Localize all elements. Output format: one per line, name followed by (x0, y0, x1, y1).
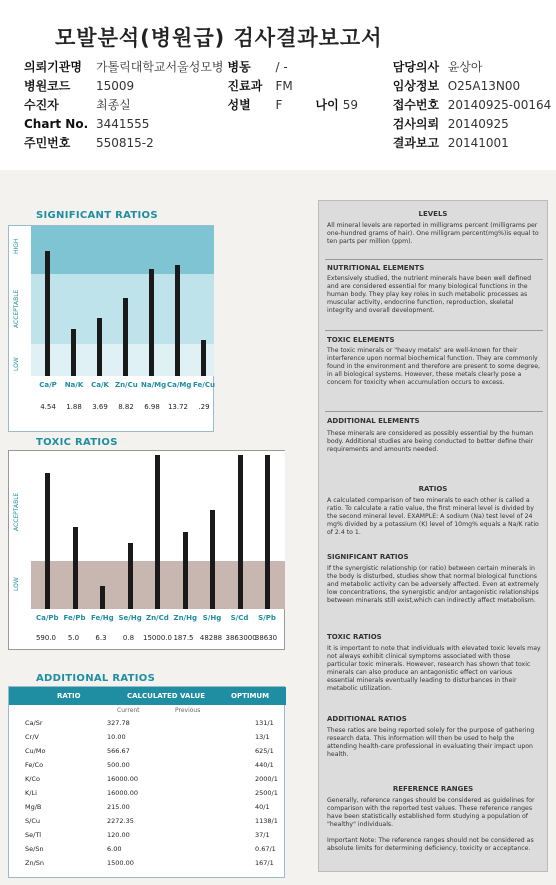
chart-bar (238, 455, 243, 609)
info-label: 병동 (227, 60, 251, 74)
ratio-cell: Se/Tl (25, 831, 42, 839)
x-tick-label: Fe/Pb (63, 614, 86, 622)
zone-label-acceptable: ACCEPTABLE (13, 289, 20, 328)
reference-heading: REFERENCE RANGES (392, 785, 474, 793)
current-value-cell: 566.67 (107, 747, 130, 755)
info-value: 550815-2 (96, 135, 154, 150)
chart-bar (149, 269, 154, 376)
additional-heading: ADDITIONAL ELEMENTS (327, 417, 420, 425)
ratio-cell: Ca/Sr (25, 719, 43, 727)
chart-bar (71, 329, 76, 376)
info-label: 진료과 (227, 79, 263, 93)
chart-bar (201, 340, 206, 376)
table-row (9, 761, 286, 772)
optimum-cell: 13/1 (255, 733, 270, 741)
info-label: 수진자 (24, 98, 59, 112)
table-row (9, 803, 286, 814)
divider (325, 259, 543, 260)
chart-bar (45, 251, 50, 376)
report-title: 모발분석(병원급) 검사결과보고서 (55, 26, 383, 50)
additional-ratios-title: ADDITIONAL RATIOS (36, 673, 156, 684)
data-label: 48288 (199, 634, 223, 642)
ratio-cell: Cr/V (25, 733, 39, 741)
zone-label-low: LOW (13, 577, 20, 591)
subcol-previous: Previous (175, 707, 201, 714)
x-tick-label: Zn/Cd (146, 614, 169, 622)
optimum-cell: 625/1 (255, 747, 274, 755)
chart-bar (100, 586, 105, 609)
data-label: 6.3 (95, 634, 107, 642)
optimum-cell: 0.67/1 (255, 845, 276, 853)
chart-bar (175, 265, 180, 376)
table-row (9, 747, 286, 758)
optimum-cell: 2500/1 (255, 789, 278, 797)
ratios-heading: RATIOS (418, 485, 448, 493)
age-label: 나이 (315, 98, 339, 112)
info-label: 병원코드 (24, 79, 71, 93)
optimum-cell: 167/1 (255, 859, 274, 867)
ratio-cell: Se/Sn (25, 845, 44, 853)
significant-heading: SIGNIFICANT RATIOS (327, 553, 409, 561)
x-tick-label: Zn/Cu (115, 381, 138, 389)
table-row (9, 789, 286, 800)
data-label: 13.72 (167, 403, 189, 411)
data-label: 38630 (254, 634, 278, 642)
data-label: 4.54 (40, 403, 56, 411)
ratio-cell: Zn/Sn (25, 859, 45, 867)
data-label: 187.5 (173, 634, 194, 642)
table-row (9, 831, 286, 842)
nutritional-heading: NUTRITIONAL ELEMENTS (327, 264, 425, 272)
chart-bar (45, 473, 50, 609)
ratio-cell: Fe/Co (25, 761, 44, 769)
info-label: 성별 (227, 98, 251, 112)
optimum-cell: 37/1 (255, 831, 270, 839)
ratio-cell: K/Co (25, 775, 40, 783)
patient-info-table (22, 57, 553, 152)
additional-ratios-heading: ADDITIONAL RATIOS (327, 715, 407, 723)
current-value-cell: 120.00 (107, 831, 130, 839)
current-value-cell: 6.00 (107, 845, 122, 853)
ratio-cell: Mg/B (25, 803, 42, 811)
x-tick-label: S/Hg (202, 614, 222, 622)
col-ratio: RATIO (57, 692, 81, 700)
chart-bar (128, 543, 133, 609)
x-tick-label: Fe/Hg (91, 614, 114, 622)
info-value: 15009 (96, 78, 135, 93)
additional-ratios-table (8, 686, 285, 878)
info-value: / - (275, 59, 288, 74)
toxic-text: The toxic minerals or "heavy metals" are well-known for their interference upon normal biochemical function. They are commonly found in the environment and therefore are present to some degree, in all biological systems. However, these metals clearly pose a concern for toxicity when accumulation occurs to excess. (327, 347, 541, 386)
optimum-cell: 440/1 (255, 761, 274, 769)
ratio-cell: K/Li (25, 789, 37, 797)
info-label: 접수번호 (392, 98, 440, 112)
table-row (9, 817, 286, 828)
info-value: 가톨릭대학교서울성모병 (96, 60, 224, 74)
table-row (9, 719, 286, 730)
x-tick-label: S/Pb (258, 614, 276, 622)
data-label: 3.69 (92, 403, 108, 411)
toxic-heading: TOXIC ELEMENTS (327, 336, 395, 344)
chart-bar (73, 527, 78, 609)
significant-text: If the synergistic relationship (or ratio) between certain minerals in the body is disturbed, studies show that normal biological functions and metabolic activity can be adversely affected. Even at extremely low concentrations, the synergistic and/or antagonistic relationships between minerals still exist,which can indirectly affect metabolism. (327, 565, 539, 604)
info-value: 20140925-00164 (447, 97, 552, 112)
x-tick-label: Ca/K (91, 381, 109, 389)
levels-heading: LEVELS (418, 210, 448, 218)
ratio-cell: S/Cu (25, 817, 40, 825)
optimum-cell: 1138/1 (255, 817, 278, 825)
toxic-ratios-chart (8, 450, 285, 650)
chart-bar (123, 298, 128, 376)
high-zone (31, 226, 214, 274)
data-label: 3863000 (225, 634, 257, 642)
data-label: 15000.0 (143, 634, 172, 642)
info-value: FM (275, 78, 293, 93)
additional-text: These minerals are considered as possibly essential by the human body. Additional studies are being conducted to better define their requirements and amounts needed. (327, 430, 534, 453)
current-value-cell: 215.00 (107, 803, 130, 811)
current-value-cell: 10.00 (107, 733, 126, 741)
info-value: O25A13N00 (447, 78, 521, 93)
info-value: F (275, 97, 283, 112)
chart-bar (155, 455, 160, 609)
data-label: 5.0 (67, 634, 80, 642)
x-tick-label: Ca/P (39, 381, 57, 389)
chart-bar (265, 455, 270, 609)
toxic-ratios-text: It is important to note that individuals with elevated toxic levels may not always exhibit clinical symptoms associated with those particular toxic minerals. However, research has shown that toxic minerals can also produce an antagonistic effect on various essential minerals eventually leading to disturbances in their metabolic utilization. (327, 645, 541, 692)
x-tick-label: Ca/Mg (167, 381, 192, 389)
info-label: 의뢰기관명 (24, 60, 82, 74)
ratio-cell: Cu/Mo (25, 747, 46, 755)
current-value-cell: 16000.00 (107, 775, 139, 783)
zone-label-high: HIGH (13, 238, 20, 254)
info-value: 최종실 (96, 98, 131, 112)
current-value-cell: 1500.00 (107, 859, 134, 867)
chart-bar (210, 510, 215, 609)
col-calculated: CALCULATED VALUE (127, 692, 206, 700)
nutritional-text: Extensively studied, the nutrient minerals have been well defined and are considered essential for many biological functions in the human body. They play key roles in such metabolic processes as muscular activity, endocrine function, reproduction, skeletal integrity and overall development. (327, 275, 532, 314)
x-tick-label: Fe/Cu (193, 381, 215, 389)
optimum-cell: 2000/1 (255, 775, 278, 783)
info-label: 주민번호 (24, 136, 71, 150)
data-label: 1.88 (66, 403, 82, 411)
chart-bar (183, 532, 188, 609)
x-tick-label: Zn/Hg (173, 614, 197, 622)
current-value-cell: 327.78 (107, 719, 130, 727)
info-label: 검사의뢰 (392, 117, 440, 131)
info-label: Chart No. (24, 116, 89, 131)
x-tick-label: Ca/Pb (36, 614, 59, 622)
subcol-current: Current (117, 707, 140, 714)
table-row (9, 775, 286, 786)
important-note: Important Note: The reference ranges should not be considered as absolute limits for determining deficiency, toxicity or acceptance. (327, 837, 534, 852)
table-row (9, 733, 286, 744)
x-tick-label: Se/Hg (118, 614, 142, 622)
table-row (9, 859, 286, 870)
data-label: 590.0 (35, 634, 57, 642)
data-label: .29 (198, 403, 210, 411)
current-value-cell: 2272.35 (107, 817, 134, 825)
info-value: 3441555 (96, 116, 150, 131)
toxic-ratios-heading: TOXIC RATIOS (327, 633, 382, 641)
info-value: 20140925 (447, 116, 509, 131)
toxic-ratios-title: TOXIC RATIOS (36, 437, 118, 448)
x-tick-label: Na/K (64, 381, 84, 389)
x-tick-label: S/Cd (230, 614, 249, 622)
significant-ratios-title: SIGNIFICANT RATIOS (36, 210, 158, 221)
current-value-cell: 16000.00 (107, 789, 139, 797)
reference-text: Generally, reference ranges should be considered as guidelines for comparison with the reported test values. These reference ranges have been statistically established form studying a population of "healthy" individuals. (327, 797, 535, 828)
info-value: 20141001 (447, 135, 509, 150)
data-label: 6.98 (144, 403, 160, 411)
levels-text: All mineral levels are reported in milligrams percent (milligrams per one-hundred grams of hair). One milligram percent(mg%)is equal to ten parts per million (ppm). (327, 222, 539, 245)
info-label: 임상정보 (392, 79, 440, 93)
additional-ratios-header (9, 687, 286, 705)
optimum-cell: 131/1 (255, 719, 274, 727)
table-row (9, 845, 286, 856)
data-label: 0.8 (122, 634, 135, 642)
col-optimum: OPTIMUM (231, 692, 270, 700)
chart-bar (97, 318, 102, 376)
data-label: 8.82 (118, 403, 134, 411)
divider (325, 411, 543, 412)
optimum-cell: 40/1 (255, 803, 270, 811)
info-value: 윤상아 (447, 60, 483, 74)
significant-ratios-chart (8, 225, 214, 432)
explanation-panel (318, 200, 548, 872)
ratios-text: A calculated comparison of two minerals to each other is called a ratio. To calculate a ratio value, the first mineral level is divided by the second mineral level. EXAMPLE: A sodium (Na) test level of 24 mg% divided by a potassium (K) level of 10mg% equals a Na/K ratio of 2.4 to 1. (327, 497, 539, 536)
additional-ratios-text: These ratios are being reported solely for the purpose of gathering research data. This information will then be used to help the attending health-care professional in evaluating their impact upon health. (327, 727, 535, 758)
current-value-cell: 500.00 (107, 761, 130, 769)
x-tick-label: Na/Mg (141, 381, 167, 389)
divider (325, 330, 543, 331)
zone-label-acceptable: ACCEPTABLE (13, 492, 20, 531)
info-label: 결과보고 (392, 136, 440, 150)
age-value: 59 (342, 97, 358, 112)
info-label: 담당의사 (392, 60, 440, 74)
zone-label-low: LOW (13, 357, 20, 371)
